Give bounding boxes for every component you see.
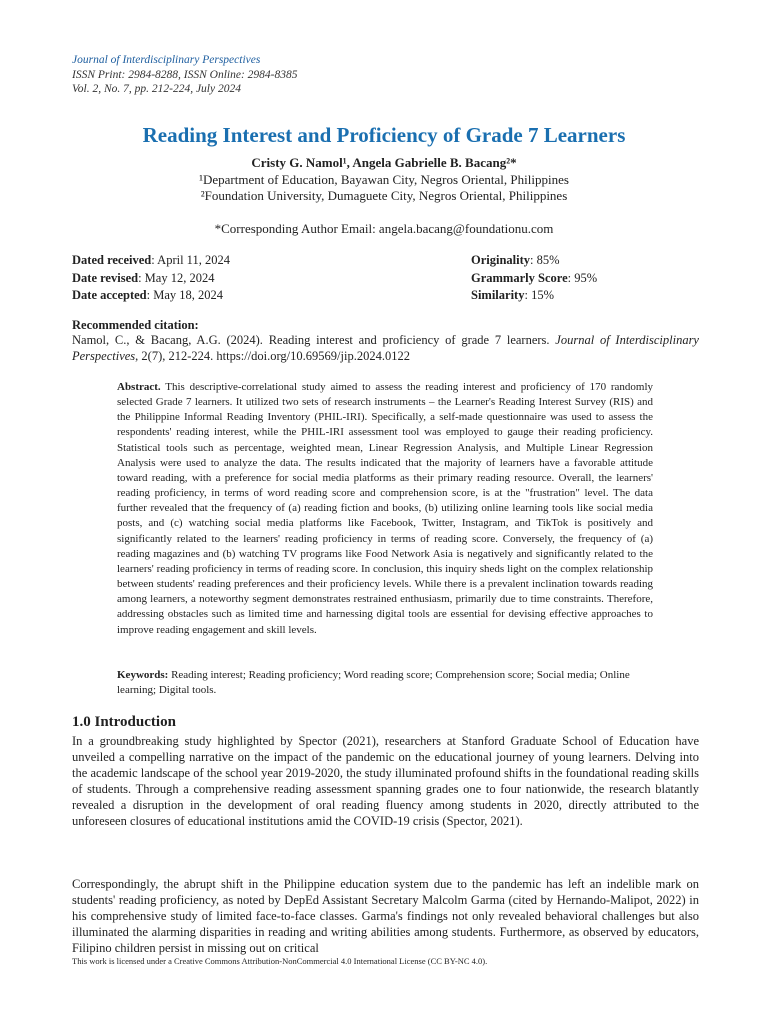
introduction-heading: 1.0 Introduction [72,714,176,730]
date-revised-value: : May 12, 2024 [138,270,215,285]
originality-value: : 85% [530,253,560,267]
date-revised [72,270,230,288]
grammarly-label: Grammarly Score [471,270,568,285]
originality [471,252,597,270]
journal-volume: Vol. 2, No. 7, pp. 212-224, July 2024 [72,83,241,95]
citation-end: , 2(7), 212-224. https://doi.org/10.69569/jip.2024.0122 [135,349,410,363]
submission-dates [72,252,230,305]
license-footer: This work is licensed under a Creative Commons Attribution-NonCommercial 4.0 International License (CC BY-NC 4.0). [72,956,488,966]
abstract [117,380,653,638]
journal-header [72,53,298,97]
grammarly-value: : 95% [567,270,598,285]
citation-text [72,332,699,364]
grammarly-score [471,270,597,288]
originality-label: Originality [471,253,531,267]
date-received [72,252,230,270]
similarity-value: : 15% [524,288,554,302]
introduction-paragraph-2: Correspondingly, the abrupt shift in the Philippine education system due to the pandemic has left an indelible mark on students' reading proficiency, as noted by DepEd Assistant Secretary Malcolm Garma (cited by Hernando-Malipot, 2022) in his comprehensive study of limited face-to-face classes. Garma's findings not only revealed behavioral challenges but also illuminated the alarming disparities in reading and writing abilities among students. Furthermore, as observed by educators, Filipino children persist in missing out on critical [72,877,699,956]
quality-metrics [471,252,597,305]
similarity [471,287,597,305]
abstract-label: Abstract. [117,381,161,393]
citation-journal: Journal of Interdisciplinary Perspectives [72,333,699,363]
date-received-value: : April 11, 2024 [151,253,230,267]
journal-issn: ISSN Print: 2984-8288, ISSN Online: 2984-8385 [72,68,298,81]
corresponding-author: *Corresponding Author Email: angela.bacang@foundationu.com [214,221,554,236]
introduction-paragraph-1: In a groundbreaking study highlighted by Spector (2021), researchers at Stanford Graduate School of Education have unveiled a compelling narrative on the impact of the pandemic on the educational journey of young learners. Delving into the academic landscape of the school year 2019-2020, the study illuminated profound shifts in the foundational reading skills of students. Through a comprehensive reading assessment spanning grades one to four nationwide, the research blatantly revealed a disruption in the development of oral reading fluency among students in 2020, directly attributed to the unforeseen closures of educational institutions amid the COVID-19 crisis (Spector, 2021). [72,734,699,829]
affiliation-2: ²Foundation University, Dumaguete City, Negros Oriental, Philippines [200,188,568,203]
date-accepted [72,287,230,305]
keywords [117,668,653,698]
affiliation-1: ¹Department of Education, Bayawan City, Negros Oriental, Philippines [199,172,569,187]
date-accepted-label: Date accepted [72,288,147,302]
date-received-label: Dated received [72,253,152,267]
citation-start: Namol, C., & Bacang, A.G. (2024). Reading interest and proficiency of grade 7 learners. [72,333,556,347]
paper-title: Reading Interest and Proficiency of Grade 7 Learners [142,123,626,147]
citation-heading: Recommended citation: [72,318,199,332]
date-accepted-value: : May 18, 2024 [146,288,224,302]
abstract-text: This descriptive-correlational study aimed to assess the reading interest and proficiency of 170 randomly selected Grade 7 learners. It utilized two sets of research instruments – the Learner's Reading Interest Survey (RIS) and the Philippine Informal Reading Inventory (PHIL-IRI). Specifically, a self-made questionnaire was used to assess the respondents' reading interest, while the PHIL-IRI assessment tool was employed to gauge their reading proficiency. Statistical tools such as percentage, weighted mean, Linear Regression Analysis, and Multiple Linear Regression Analysis were used to analyze the data. The results indicated that the majority of learners have a favorable attitude toward reading, with a preference for social media platforms as their primary reading resource. Overall, the learners' reading proficiency, in terms of word reading score and comprehension score, is at the "frustration" level. The data further revealed that the frequency of (a) reading fiction and books, (b) utilizing online learning tools like social media posts, and (c) watching social media platforms like Facebook, Twitter, Instagram, and TikTok is positively and significantly related to the learners' reading proficiency in terms of reading score. Conversely, the frequency of (a) reading magazines and (b) watching TV programs like Food Network Asia is negatively and significantly related to the learners' reading proficiency in terms of reading score. In conclusion, this inquiry sheds light on the complex relationship between students' reading preferences and their proficiency levels. While there is a prevalent inclination towards reading among learners, a noteworthy segment demonstrates restrained enthusiasm, primarily due to time constraints. Therefore, addressing obstacles such as limited time and harnessing digital tools are essential for devising effective approaches to improve reading engagement and skill levels. [117,381,653,636]
journal-name: Journal of Interdisciplinary Perspectives [72,54,261,66]
authors: Cristy G. Namol¹, Angela Gabrielle B. Bacang²* [251,155,517,170]
similarity-label: Similarity [471,288,525,302]
keywords-text: Reading interest; Reading proficiency; Word reading score; Comprehension score; Social media; Online learning; Digital tools. [117,669,630,697]
date-revised-label: Date revised [72,270,139,285]
affiliations [0,172,768,204]
keywords-label: Keywords: [117,669,169,681]
